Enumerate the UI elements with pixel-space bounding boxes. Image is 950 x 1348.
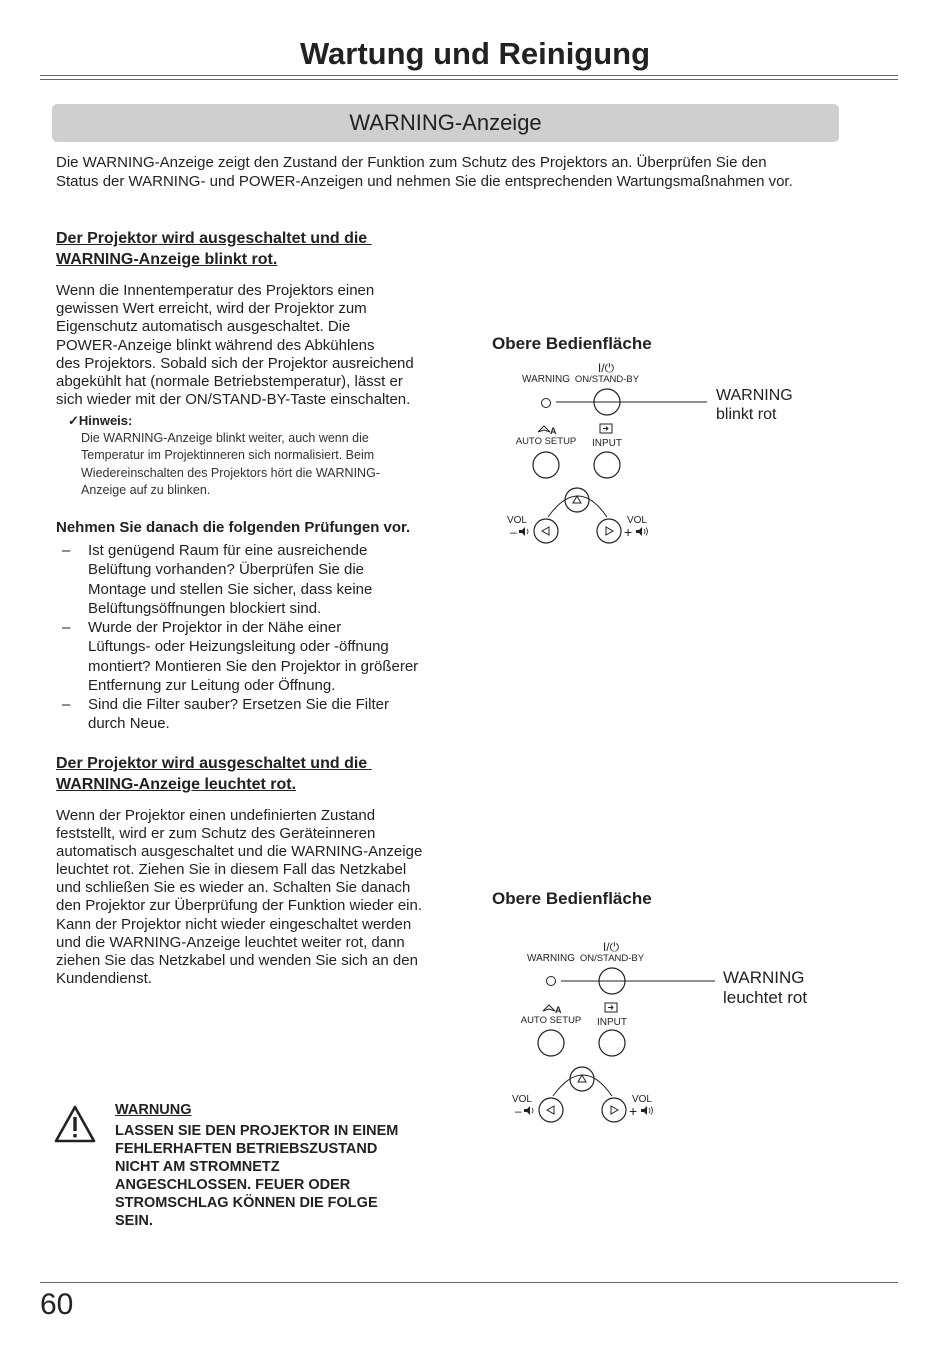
note-line: Wiedereinschalten des Projektors hört die WARNING- xyxy=(81,465,380,480)
vol-minus-button[interactable] xyxy=(539,1098,563,1122)
note-line: Anzeige auf zu blinken. xyxy=(81,482,211,497)
case2-body-line: Wenn der Projektor einen undefinierten Zustand xyxy=(56,807,376,824)
dpad-arc xyxy=(548,496,607,517)
input-icon xyxy=(600,424,612,433)
warning-line: FEHLERHAFTEN BETRIEBSZUSTAND xyxy=(115,1141,378,1157)
left-arrow-icon xyxy=(542,527,549,535)
vol-minus-button[interactable] xyxy=(534,519,558,543)
case2-body-line: Kundendienst. xyxy=(56,969,152,987)
check-item xyxy=(62,695,462,735)
right-arrow-icon xyxy=(611,1106,618,1114)
auto-setup-icon xyxy=(538,426,557,436)
up-arrow-icon xyxy=(578,1075,586,1082)
check-line: Entfernung zur Leitung oder Öffnung. xyxy=(88,677,336,695)
page-number: 60 xyxy=(40,1288,74,1321)
power-symbol-label: I/⏻ xyxy=(597,361,615,375)
speaker-icon xyxy=(519,527,528,536)
case2-body-line: und schließen Sie es wieder an. Schalten Sie danach xyxy=(56,879,411,897)
note-title: ✓Hinweis: xyxy=(68,413,133,428)
note-line: Die WARNING-Anzeige blinkt weiter, auch wenn die xyxy=(81,431,369,445)
checks-title: Nehmen Sie danach die folgenden Prüfungen vor. xyxy=(56,519,411,536)
list-dash: – xyxy=(62,542,71,559)
check-item xyxy=(62,541,462,621)
intro-text xyxy=(56,153,856,191)
check-item-text xyxy=(88,695,448,734)
input-icon xyxy=(605,1003,617,1012)
left-arrow-icon xyxy=(547,1106,554,1114)
warning-line: SEIN. xyxy=(115,1213,153,1229)
panel1-title: Obere Bedienfläche xyxy=(492,334,652,353)
section-banner: WARNING-Anzeige xyxy=(52,104,839,142)
check-item-text xyxy=(88,541,448,619)
speaker-icon xyxy=(524,1106,533,1115)
panel2-title: Obere Bedienfläche xyxy=(492,889,652,908)
panel2-callout-line: leuchtet rot xyxy=(723,988,808,1007)
power-symbol-label: I/⏻ xyxy=(602,940,620,954)
panel1-callout xyxy=(716,386,793,424)
onstandby-label: ON/STAND-BY xyxy=(574,374,640,385)
speaker-icon xyxy=(641,1106,653,1115)
warning-label: WARNING xyxy=(522,374,570,385)
check-line: Sind die Filter sauber? Ersetzen Sie die Filter xyxy=(88,696,389,713)
check-line: Montage und stellen Sie sicher, dass keine xyxy=(88,580,373,598)
check-line: montiert? Montieren Sie den Projektor in größerer xyxy=(88,657,419,675)
vol-minus-label: – xyxy=(515,1104,522,1118)
panel2-diagram xyxy=(505,934,808,1129)
case1-body-line: sich wieder mit der ON/STAND-BY-Taste einschalten. xyxy=(56,391,411,409)
onstandby-label: ON/STAND-BY xyxy=(579,953,645,964)
up-button[interactable] xyxy=(570,1067,594,1091)
input-button[interactable] xyxy=(599,1030,625,1056)
warning-title: WARNUNG xyxy=(115,1102,192,1118)
panel2-callout-line: WARNING xyxy=(723,968,805,987)
warning-line: ANGESCHLOSSEN. FEUER ODER xyxy=(115,1177,351,1193)
vol-right-label: VOL xyxy=(626,515,648,526)
case2-heading-line: Der Projektor wird ausgeschaltet und die xyxy=(56,755,372,772)
case2-body xyxy=(56,807,456,988)
dpad-arc xyxy=(553,1075,612,1096)
auto-setup-button[interactable] xyxy=(533,452,559,478)
case1-heading-line: WARNING-Anzeige blinkt rot. xyxy=(56,251,278,268)
case2-body-line: ziehen Sie das Netzkabel und wenden Sie sich an den xyxy=(56,951,418,969)
up-arrow-icon xyxy=(573,496,581,503)
list-dash: – xyxy=(62,619,71,636)
panel2-callout xyxy=(723,968,807,1008)
case1-body xyxy=(56,282,456,409)
vol-plus-button[interactable] xyxy=(602,1098,626,1122)
panel1-callout-line: WARNING xyxy=(716,387,793,404)
panel1-diagram xyxy=(500,355,800,550)
check-line: Belüftung vorhanden? Überprüfen Sie die xyxy=(88,561,365,579)
auto-setup-label: AUTO SETUP xyxy=(515,436,577,447)
vol-minus-label: – xyxy=(510,525,517,539)
warning-line: NICHT AM STROMNETZ xyxy=(115,1159,280,1175)
case2-body-line: den Projektor zur Überprüfung der Funktion wieder ein. xyxy=(56,897,423,915)
page-title: Wartung und Reinigung xyxy=(299,36,651,71)
case1-body-line: Wenn die Innentemperatur des Projektors einen xyxy=(56,282,375,299)
case2-body-line: automatisch ausgeschaltet und die WARNING-Anzeige xyxy=(56,843,423,861)
auto-setup-icon xyxy=(543,1005,562,1015)
speaker-icon xyxy=(636,527,648,536)
intro-line: Die WARNING-Anzeige zeigt den Zustand der Funktion zum Schutz des Projektors an. Überprüfen Sie den xyxy=(56,154,767,171)
case1-body-line: des Projektors. Sobald sich der Projektor ausreichend xyxy=(56,354,414,372)
warning-line: STROMSCHLAG KÖNNEN DIE FOLGE xyxy=(115,1195,378,1211)
svg-text:A: A xyxy=(555,1005,562,1015)
case1-heading-line: Der Projektor wird ausgeschaltet und die xyxy=(56,230,372,247)
check-line: Lüftungs- oder Heizungsleitung oder -öffnung xyxy=(88,638,389,656)
header-rule-bottom xyxy=(40,79,898,80)
input-button[interactable] xyxy=(594,452,620,478)
input-label: INPUT xyxy=(597,1017,627,1028)
warning-line: LASSEN SIE DEN PROJEKTOR IN EINEM xyxy=(115,1123,399,1139)
case2-heading xyxy=(56,753,372,795)
case2-body-line: und die WARNING-Anzeige leuchtet weiter rot, dann xyxy=(56,933,405,951)
vol-plus-label: + xyxy=(629,1103,638,1119)
vol-left-label: VOL xyxy=(511,1094,533,1105)
input-label: INPUT xyxy=(592,438,622,449)
right-arrow-icon xyxy=(606,527,613,535)
panel1-callout-line: blinkt rot xyxy=(716,406,777,423)
case2-body-line: Kann der Projektor nicht wieder eingeschaltet werden xyxy=(56,915,412,933)
vol-plus-button[interactable] xyxy=(597,519,621,543)
case1-heading xyxy=(56,228,372,270)
case2-body-line: feststellt, wird er zum Schutz des Geräteinneren xyxy=(56,825,376,843)
warning-triangle-icon xyxy=(53,1104,97,1144)
check-line: Belüftungsöffnungen blockiert sind. xyxy=(88,600,322,618)
vol-right-label: VOL xyxy=(631,1094,653,1105)
check-line: Ist genügend Raum für eine ausreichende xyxy=(88,542,368,559)
vol-plus-label: + xyxy=(624,524,633,540)
warning-label: WARNING xyxy=(527,953,575,964)
list-dash: – xyxy=(62,696,71,713)
auto-setup-label: AUTO SETUP xyxy=(520,1015,582,1026)
case1-body-line: Eigenschutz automatisch ausgeschaltet. Die xyxy=(56,318,351,336)
check-item xyxy=(62,618,462,698)
warning-text xyxy=(115,1122,455,1230)
vol-left-label: VOL xyxy=(506,515,528,526)
note-line: Temperatur im Projektinneren sich normalisiert. Beim xyxy=(81,448,375,463)
svg-text:A: A xyxy=(550,426,557,436)
header-rule-top xyxy=(40,75,898,76)
case2-body-line: leuchtet rot. Ziehen Sie in diesem Fall das Netzkabel xyxy=(56,861,407,879)
case2-heading-line: WARNING-Anzeige leuchtet rot. xyxy=(56,776,297,793)
case1-body-line: gewissen Wert erreicht, wird der Projektor zum xyxy=(56,300,367,318)
case1-body-line: POWER-Anzeige blinkt während des Abkühlens xyxy=(56,336,375,354)
footer-rule xyxy=(40,1282,898,1283)
warning-indicator xyxy=(547,977,556,986)
note-text xyxy=(81,430,421,499)
warning-indicator xyxy=(542,399,551,408)
case1-body-line: abgekühlt hat (normale Betriebstemperatur), lässt er xyxy=(56,373,403,391)
intro-line: Status der WARNING- und POWER-Anzeigen und nehmen Sie die entsprechenden Wartungsmaßnahmen vor. xyxy=(56,173,793,190)
up-button[interactable] xyxy=(565,488,589,512)
check-line: Wurde der Projektor in der Nähe einer xyxy=(88,619,342,636)
auto-setup-button[interactable] xyxy=(538,1030,564,1056)
check-item-text xyxy=(88,618,448,696)
check-line: durch Neue. xyxy=(88,715,170,733)
